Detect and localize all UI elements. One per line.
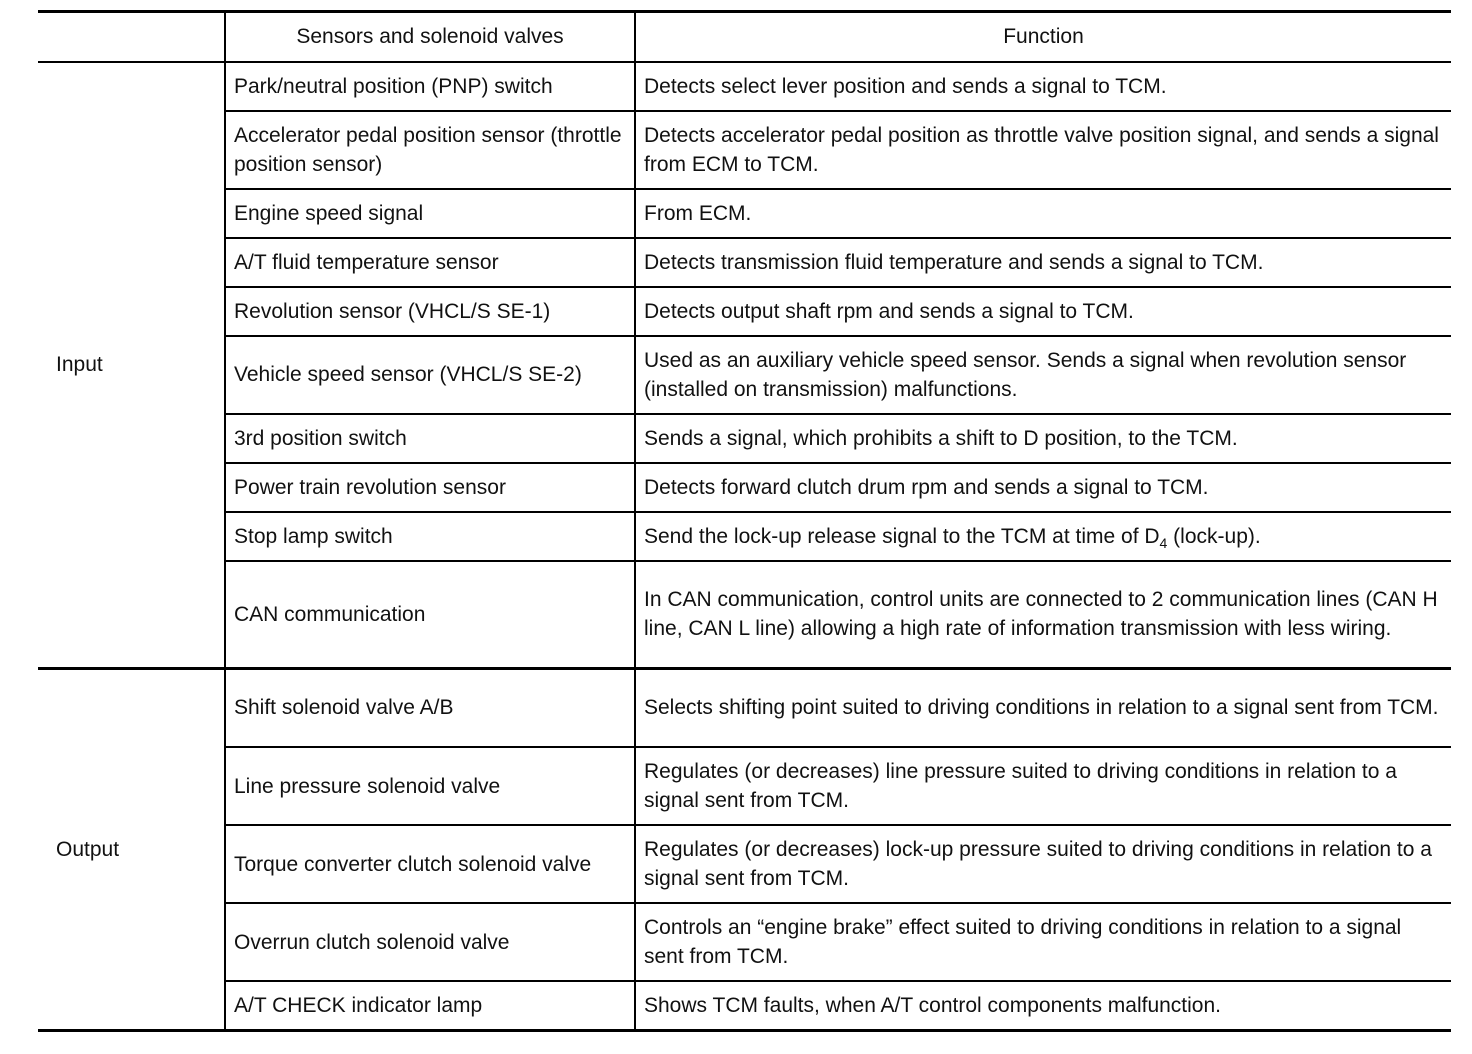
table-row [38, 336, 1451, 414]
function-cell: Detects transmission fluid temperature and sends a signal to TCM. [635, 238, 1451, 287]
table-row [38, 825, 1451, 903]
component-cell: Stop lamp switch [225, 512, 635, 561]
component-cell: Shift solenoid valve A/B [225, 668, 635, 747]
table-row [38, 747, 1451, 825]
component-cell: Overrun clutch solenoid valve [225, 903, 635, 981]
table-row [38, 287, 1451, 336]
function-cell: Detects accelerator pedal position as throttle valve position signal, and sends a signal from ECM to TCM. [635, 111, 1451, 189]
function-text: Send the lock-up release signal to the TCM at time of D [644, 524, 1160, 548]
function-cell: Selects shifting point suited to driving conditions in relation to a signal sent from TCM. [635, 668, 1451, 747]
component-cell: CAN communication [225, 561, 635, 669]
table-row [38, 561, 1451, 669]
component-cell: 3rd position switch [225, 414, 635, 463]
component-cell: Revolution sensor (VHCL/S SE-1) [225, 287, 635, 336]
component-cell: Engine speed signal [225, 189, 635, 238]
table-row [38, 463, 1451, 512]
table-row [38, 189, 1451, 238]
header-component: Sensors and solenoid valves [225, 12, 635, 62]
table-row [38, 62, 1451, 111]
component-cell: Vehicle speed sensor (VHCL/S SE-2) [225, 336, 635, 414]
table-row [38, 981, 1451, 1031]
group-label-input: Input [38, 62, 225, 669]
table-row [38, 512, 1451, 561]
component-cell: A/T fluid temperature sensor [225, 238, 635, 287]
table-row [38, 903, 1451, 981]
component-cell: Power train revolution sensor [225, 463, 635, 512]
sensor-function-table [38, 10, 1451, 1032]
function-cell: Detects select lever position and sends a signal to TCM. [635, 62, 1451, 111]
component-cell: Park/neutral position (PNP) switch [225, 62, 635, 111]
table-row [38, 238, 1451, 287]
component-cell: Accelerator pedal position sensor (throttle position sensor) [225, 111, 635, 189]
function-cell: Used as an auxiliary vehicle speed sensor. Sends a signal when revolution sensor (installed on transmission) malfunctions. [635, 336, 1451, 414]
group-label-output: Output [38, 668, 225, 1031]
function-cell: Shows TCM faults, when A/T control components malfunction. [635, 981, 1451, 1031]
function-cell: From ECM. [635, 189, 1451, 238]
function-cell: Controls an “engine brake” effect suited to driving conditions in relation to a signal sent from TCM. [635, 903, 1451, 981]
function-cell: Regulates (or decreases) lock-up pressure suited to driving conditions in relation to a signal sent from TCM. [635, 825, 1451, 903]
header-row [38, 12, 1451, 62]
function-cell: Sends a signal, which prohibits a shift to D position, to the TCM. [635, 414, 1451, 463]
function-cell: Detects output shaft rpm and sends a signal to TCM. [635, 287, 1451, 336]
table-row [38, 668, 1451, 747]
header-function: Function [635, 12, 1451, 62]
component-cell: Torque converter clutch solenoid valve [225, 825, 635, 903]
function-cell: Detects forward clutch drum rpm and sends a signal to TCM. [635, 463, 1451, 512]
function-cell: In CAN communication, control units are connected to 2 communication lines (CAN H line, CAN L line) allowing a high rate of information transmission with less wiring. [635, 561, 1451, 669]
table-row [38, 111, 1451, 189]
table-row [38, 414, 1451, 463]
function-cell: Regulates (or decreases) line pressure suited to driving conditions in relation to a signal sent from TCM. [635, 747, 1451, 825]
component-cell: A/T CHECK indicator lamp [225, 981, 635, 1031]
function-text-tail: (lock-up). [1167, 524, 1261, 548]
function-cell [635, 512, 1451, 561]
function-subscript: 4 [1159, 534, 1168, 551]
header-group [38, 12, 225, 62]
component-cell: Line pressure solenoid valve [225, 747, 635, 825]
